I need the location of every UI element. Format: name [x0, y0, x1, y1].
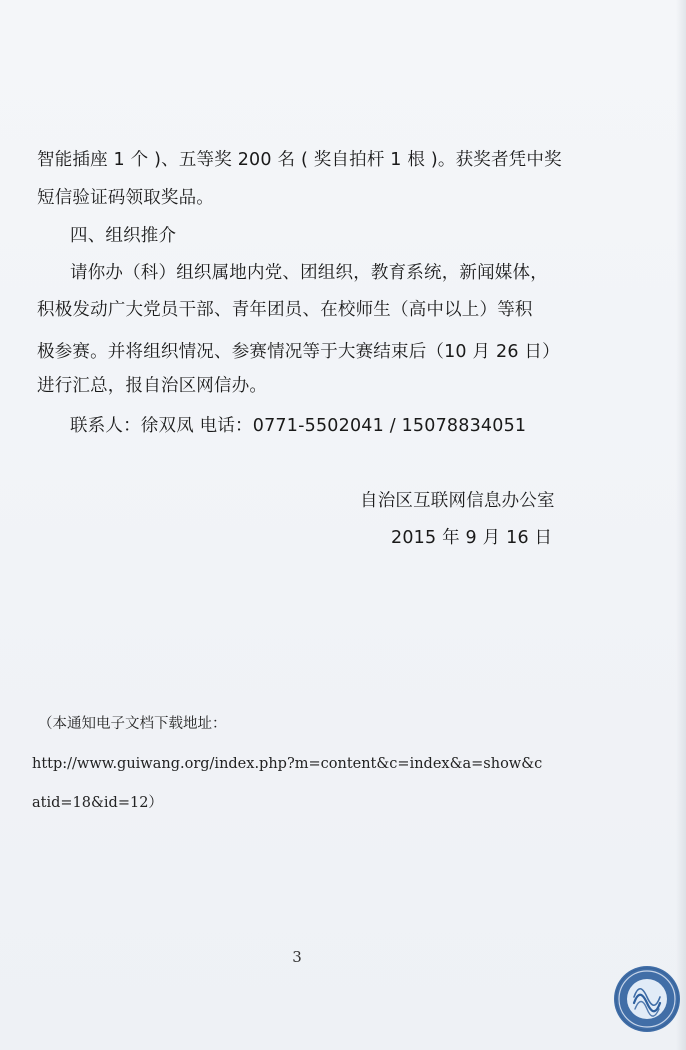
- body-line-5: 积极发动广大党员干部、青年团员、在校师生（高中以上）等积: [37, 300, 533, 320]
- page-edge-shadow: [676, 0, 686, 1050]
- section-heading: 四、组织推介: [70, 226, 177, 246]
- body-line-2: 短信验证码领取奖品。: [37, 188, 214, 208]
- signature-date: 2015 年 9 月 16 日: [391, 528, 553, 548]
- signature-organization: 自治区互联网信息办公室: [360, 491, 555, 511]
- page-number: 3: [292, 948, 302, 966]
- body-line-1: 智能插座 1 个 )、五等奖 200 名 ( 奖自拍杆 1 根 )。获奖者凭中奖: [37, 150, 562, 170]
- download-note-label: （本通知电子文档下载地址：: [38, 716, 227, 732]
- contact-line: 联系人：徐双凤 电话：0771-5502041 / 15078834051: [70, 416, 527, 436]
- seal-icon: [612, 964, 682, 1034]
- body-line-6: 极参赛。并将组织情况、参赛情况等于大赛结束后（10 月 26 日）: [37, 342, 560, 362]
- body-line-4: 请你办（科）组织属地内党、团组织，教育系统，新闻媒体，: [70, 263, 548, 283]
- download-url-line-2[interactable]: atid=18&id=12）: [32, 795, 163, 811]
- body-line-7: 进行汇总，报自治区网信办。: [37, 376, 268, 396]
- download-url-line-1[interactable]: http://www.guiwang.org/index.php?m=content&c=index&a=show&c: [32, 756, 543, 772]
